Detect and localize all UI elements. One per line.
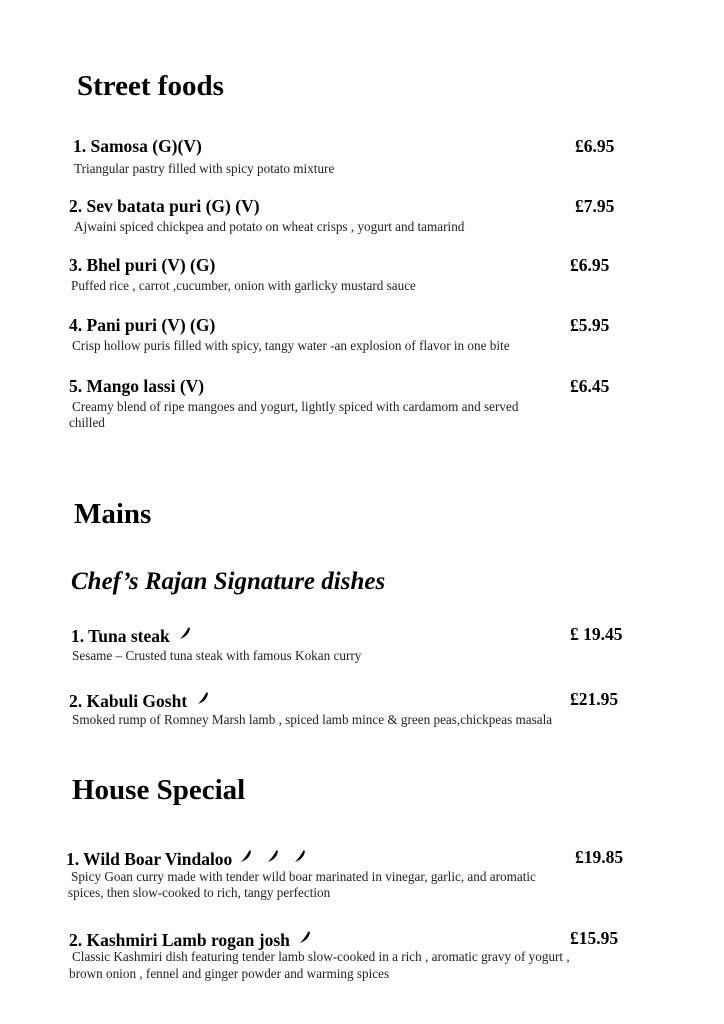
item-title-row bbox=[71, 626, 192, 646]
item-description: Puffed rice , carrot ,cucumber, onion with garlicky mustard sauce bbox=[71, 278, 416, 293]
item-title: 4. Pani puri (V) (G) bbox=[69, 315, 216, 335]
item-price: £6.95 bbox=[575, 136, 615, 156]
item-description: Sesame – Crusted tuna steak with famous Kokan curry bbox=[72, 648, 362, 663]
chili-pepper-icon bbox=[239, 849, 253, 863]
item-price: £7.95 bbox=[575, 196, 615, 216]
item-title: 1. Wild Boar Vindaloo bbox=[66, 849, 233, 869]
item-description-line2: brown onion , fennel and ginger powder and warming spices bbox=[69, 966, 390, 981]
item-title: 2. Kashmiri Lamb rogan josh bbox=[69, 930, 290, 950]
section-title-street-foods: Street foods bbox=[77, 70, 224, 102]
chili-pepper-icon bbox=[298, 930, 312, 944]
section-title-mains: Mains bbox=[74, 498, 152, 530]
item-title: 2. Kabuli Gosht bbox=[69, 691, 188, 711]
chili-pepper-icon bbox=[266, 849, 280, 863]
item-title: 3. Bhel puri (V) (G) bbox=[69, 255, 216, 275]
item-title: 5. Mango lassi (V) bbox=[69, 376, 205, 396]
item-description: Triangular pastry filled with spicy potato mixture bbox=[74, 161, 335, 176]
item-title: 1. Samosa (G)(V) bbox=[73, 136, 202, 156]
chili-pepper-icon bbox=[178, 626, 192, 640]
item-price: £15.95 bbox=[570, 928, 619, 948]
item-description-line2: spices, then slow-cooked to rich, tangy perfection bbox=[68, 885, 331, 900]
item-title-row bbox=[66, 849, 307, 869]
item-price: £19.85 bbox=[575, 847, 624, 867]
section-title-house-special: House Special bbox=[72, 774, 246, 806]
section-subtitle-signature: Chef’s Rajan Signature dishes bbox=[71, 568, 386, 595]
item-title: 2. Sev batata puri (G) (V) bbox=[69, 196, 260, 216]
item-description-line1: Creamy blend of ripe mangoes and yogurt, lightly spiced with cardamom and served bbox=[72, 399, 519, 414]
item-description-line1: Spicy Goan curry made with tender wild boar marinated in vinegar, garlic, and aromatic bbox=[71, 869, 536, 884]
chili-pepper-icon bbox=[293, 849, 307, 863]
item-description: Ajwaini spiced chickpea and potato on wheat crisps , yogurt and tamarind bbox=[74, 219, 465, 234]
item-price: £21.95 bbox=[570, 689, 619, 709]
item-price: £6.95 bbox=[570, 255, 610, 275]
item-title-row bbox=[69, 930, 312, 950]
item-description: Crisp hollow puris filled with spicy, tangy water -an explosion of flavor in one bite bbox=[72, 338, 510, 353]
item-title: 1. Tuna steak bbox=[71, 626, 170, 646]
item-price: £ 19.45 bbox=[570, 624, 623, 644]
item-price: £6.45 bbox=[570, 376, 610, 396]
chili-pepper-icon bbox=[196, 691, 210, 705]
item-price: £5.95 bbox=[570, 315, 610, 335]
item-description: Smoked rump of Romney Marsh lamb , spiced lamb mince & green peas,chickpeas masala bbox=[72, 712, 553, 727]
item-title-row bbox=[69, 691, 210, 711]
item-description-line2: chilled bbox=[69, 415, 105, 430]
item-description-line1: Classic Kashmiri dish featuring tender lamb slow-cooked in a rich , aromatic gravy of yogurt , bbox=[72, 949, 570, 964]
